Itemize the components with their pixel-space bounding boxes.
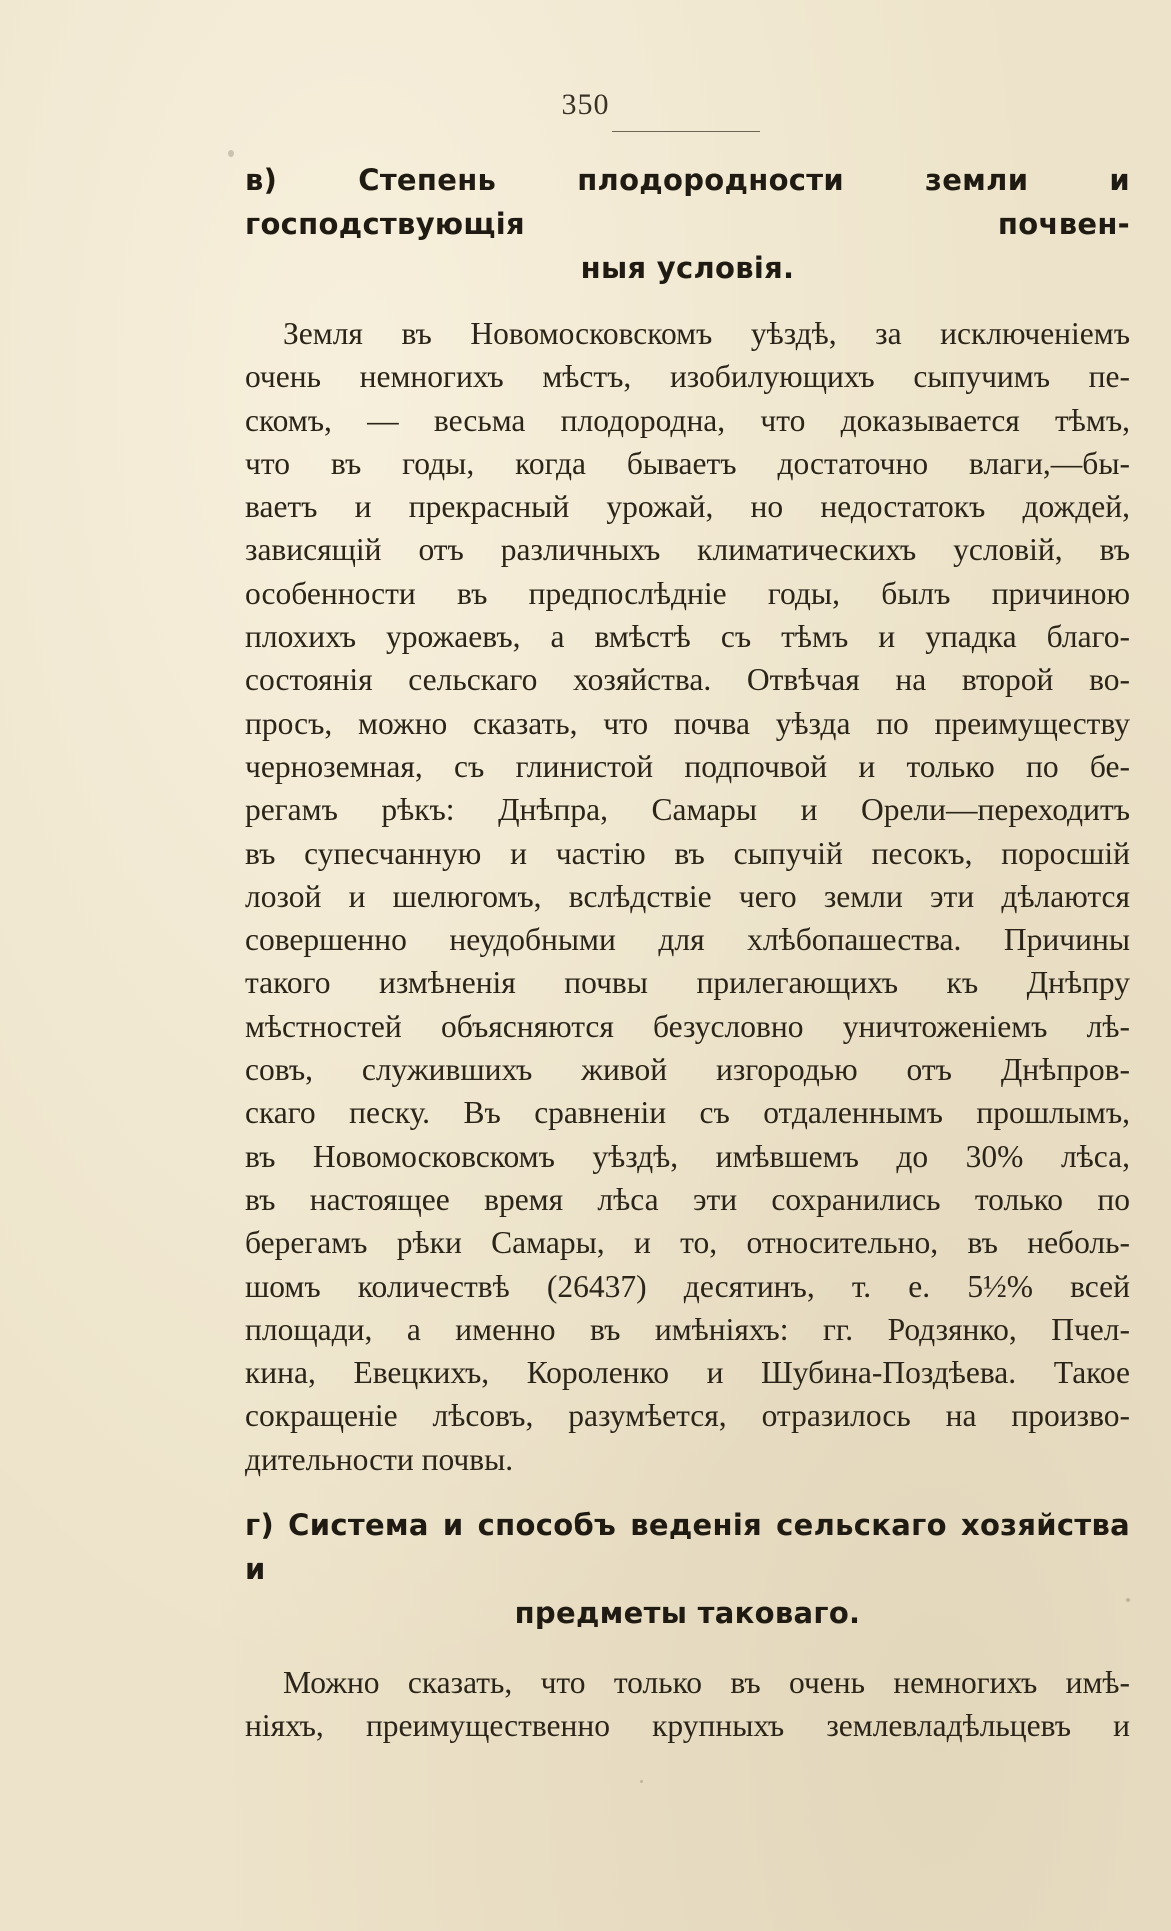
text-line: кина, Евецкихъ, Короленко и Шубина-Поздѣева. Такое <box>245 1355 1130 1391</box>
text-line: Земля въ Новомосковскомъ уѣздѣ, за исключеніемъ <box>283 316 1130 351</box>
section-v-heading <box>245 158 1130 290</box>
paper-speck <box>1126 1598 1130 1602</box>
text-line: очень немногихъ мѣстъ, изобилующихъ сыпучимъ пе- <box>245 359 1130 395</box>
text-line: такого измѣненія почвы прилегающихъ къ Днѣпру <box>245 965 1130 1001</box>
section-g-paragraph <box>245 1661 1130 1748</box>
section-g-heading <box>245 1503 1130 1635</box>
text-line: совъ, служившихъ живой изгородью отъ Днѣпров- <box>245 1052 1130 1088</box>
text-line: просъ, можно сказать, что почва уѣзда по преимуществу <box>245 705 1130 741</box>
section-v-heading-line: в) Степень плодородности земли и господствующія почвен- <box>245 163 1130 241</box>
paper-speck <box>640 1780 643 1783</box>
text-line: состоянія сельскаго хозяйства. Отвѣчая на второй во- <box>245 662 1130 698</box>
section-v-paragraph <box>245 312 1130 1481</box>
section-v-heading-line: ныя условія. <box>580 251 795 285</box>
text-line: площади, а именно въ имѣніяхъ: гг. Родзянко, Пчел- <box>245 1311 1130 1347</box>
text-line: что въ годы, когда бываетъ достаточно влаги,—бы- <box>245 445 1130 481</box>
section-g-heading-line: предметы таковаго. <box>514 1596 861 1631</box>
section-g-heading-line: г) Система и способъ веденія сельскаго хозяйства и <box>245 1508 1130 1587</box>
text-line: въ Новомосковскомъ уѣздѣ, имѣвшемъ до 30% лѣса, <box>245 1138 1130 1174</box>
text-line: въ супесчанную и частію въ сыпучій песокъ, поросшій <box>245 835 1130 871</box>
text-line: лозой и шелюгомъ, вслѣдствіе чего земли эти дѣлаются <box>245 878 1130 914</box>
text-line: особенности въ предпослѣдніе годы, былъ причиною <box>245 575 1130 611</box>
text-line: сокращеніе лѣсовъ, разумѣется, отразилось на произво- <box>245 1398 1130 1434</box>
text-line: черноземная, съ глинистой подпочвой и только по бе- <box>245 748 1130 784</box>
text-line: ніяхъ, преимущественно крупныхъ землевладѣльцевъ и <box>245 1708 1130 1744</box>
page-number-rule <box>612 131 760 132</box>
text-line: берегамъ рѣки Самары, и то, относительно, въ неболь- <box>245 1225 1130 1261</box>
text-line: скаго песку. Въ сравненіи съ отдаленнымъ прошлымъ, <box>245 1095 1130 1131</box>
text-line: регамъ рѣкъ: Днѣпра, Самары и Орели—переходитъ <box>245 792 1130 828</box>
text-line: ваетъ и прекрасный урожай, но недостатокъ дождей, <box>245 489 1130 525</box>
text-line: мѣстностей объясняются безусловно уничтоженіемъ лѣ- <box>245 1008 1130 1044</box>
text-line: совершенно неудобными для хлѣбопашества. Причины <box>245 922 1130 958</box>
text-line: зависящій отъ различныхъ климатическихъ условій, въ <box>245 532 1130 568</box>
page-content <box>245 158 1130 1748</box>
paper-speck <box>228 150 234 157</box>
text-line: шомъ количествѣ (26437) десятинъ, т. е. 5½% всей <box>245 1268 1130 1304</box>
text-line: Можно сказать, что только въ очень немногихъ имѣ- <box>283 1665 1130 1701</box>
text-line: дительности почвы. <box>245 1441 514 1477</box>
text-line: въ настоящее время лѣса эти сохранились только по <box>245 1181 1130 1217</box>
page-number: 350 <box>561 88 610 121</box>
text-line: плохихъ урожаевъ, а вмѣстѣ съ тѣмъ и упадка благо- <box>245 619 1130 655</box>
text-line: скомъ, — весьма плодородна, что доказывается тѣмъ, <box>245 402 1130 438</box>
